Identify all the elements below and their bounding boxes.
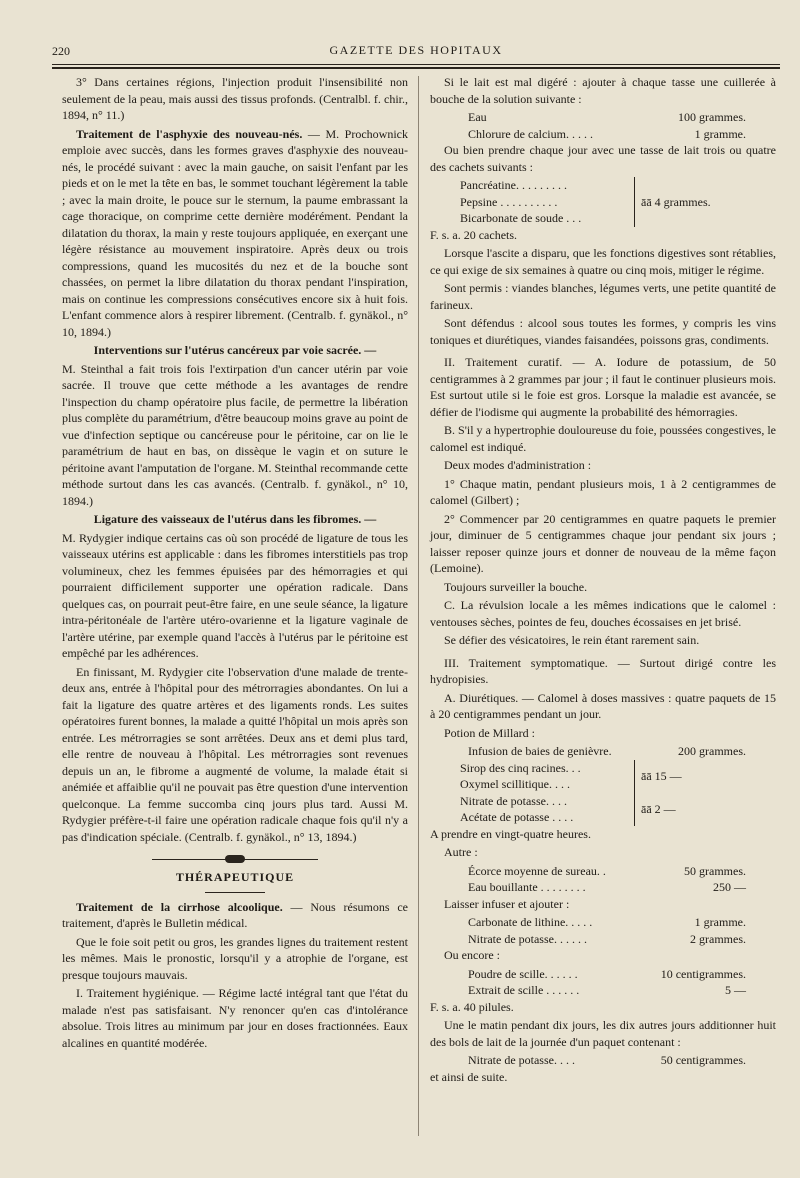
paragraph: Si le lait est mal digéré : ajouter à chaque tasse une cuillerée à bouche de la solution suivante : [430,75,776,106]
article-title: Traitement de la cirrhose alcoolique. [76,899,283,914]
prescription-line: Eau 100 grammes. [468,110,746,124]
paragraph: A prendre en vingt-quatre heures. [430,826,591,841]
paragraph: Potion de Millard : [444,725,535,740]
prescription-line: Extrait de scille . . . . . . 5 — [468,983,746,997]
paragraph: A. Diurétiques. — Calomel à doses massives : quatre paquets de 15 à 20 centigrammes pendant un jour. [430,690,776,721]
article-asphyxie [62,126,408,341]
prescription-group: Sirop des cinq racines. . . Oxymel scillitique. . . . āā 15 — [430,760,776,793]
paragraph: B. S'il y a hypertrophie douloureuse du foie, poussées congestives, le calomel est indiqué. [430,423,776,454]
prescription-group: Pancréatine. . . . . . . . . Pepsine . . . . . . . . . . Bicarbonate de soude . . . āā 4 grammes. [430,177,776,227]
paragraph: Autre : [444,845,478,859]
header-rule [52,64,780,65]
paragraph: I. Traitement hygiénique. — Régime lacté intégral tant que l'état du malade n'est pas satisfaisant. N'y renoncer qu'en cas d'intolérance absolue. Trois litres au minimum par jour en doses fractionnées. Eaux alcalines en quantité modérée. [62,986,408,1050]
article-body: — Nous résumons ce traitement, d'après le Bulletin médical. [62,899,409,930]
section-rule [205,892,265,893]
prescription-line: Nitrate de potasse. . . . 50 centigrammes. [468,1053,746,1067]
paragraph: III. Traitement symptomatique. — Surtout dirigé contre les hydropisies. [430,655,776,686]
prescription-line: Écorce moyenne de sureau. . 50 grammes. [468,863,746,878]
prescription-line: Eau bouillante . . . . . . . . 250 — [468,880,746,894]
article-title: Interventions sur l'utérus cancéreux par voie sacrée. — [93,343,377,357]
brace-quantity: āā 15 — [634,760,692,793]
prescription-line: Nitrate de potasse. . . . . . 2 grammes. [468,931,746,946]
paragraph: C. La révulsion locale a les mêmes indications que le calomel : ventouses sèches, pointes de feu, douches écossaises en jet brisé. [430,598,776,629]
header-rule-double [52,67,780,69]
paragraph: Ou encore : [444,948,500,962]
article-body: — M. Prochownick emploie avec succès, dans les formes graves d'asphyxie des nouveau-nés, le procédé suivant : avec la main gauche, on saisit l'enfant par les pieds et on le met la tête en bas, le sommet touchant légèrement la table ; avec la main droite, le pouce sur le sternum, la paume embrassant la cage thoracique, on comprime cette dernière modérément. Pendant la dilatation du thorax, la main y reste toujours appliquée, en exerçant une légère résistance au mouvement inspiratoire. Après deux ou trois compressions, quand les mucosités du nez et de la bouche sont chassées, on permet la libre dilatation du thorax pendant l'inspiration, mais on continue les compressions consécutives encore six à huit fois. L'enfant commence alors à respirer librement. (Centralb. f. gynäkol., n° 10, 1894.) [62,126,408,339]
paragraph: F. s. a. 40 pilules. [430,999,514,1014]
paragraph: Laisser infuser et ajouter : [444,896,570,911]
column-divider [418,76,419,1136]
paragraph: Ou bien prendre chaque jour avec une tasse de lait trois ou quatre des cachets suivants : [430,143,776,174]
brace-quantity: āā 4 grammes. [634,177,721,227]
paragraph: Toujours surveiller la bouche. [444,579,588,594]
left-column [62,74,408,1053]
article-cirrhose [62,899,408,932]
section-title: THÉRAPEUTIQUE [175,870,295,884]
paragraph: F. s. a. 20 cachets. [430,227,518,242]
page-number: 220 [52,44,70,58]
article-body: M. Steinthal a fait trois fois l'extirpation d'un cancer utérin par voie sacrée. Il trouve que cette méthode a les avantages de rendre l'inspection du champ opératoire plus facile, de permettre la libération plus complète du paramétrium, d'être beaucoup moins grave au point de vue d'infection septique ou cancéreuse pour le péritoine, car on lie le paramétrium de haut en bas, on dissèque le vagin et on suture le péritoine avant l'amputation de l'organe. M. Steinthal recommande cette méthode surtout dans les cas avancés. (Centralb. f. gynäkol., n° 10, 1894.) [62,361,408,508]
prescription-line: Carbonate de lithine. . . . . 1 gramme. [468,915,746,929]
brace-quantity: āā 2 — [634,793,686,826]
paragraph: Sont permis : viandes blanches, légumes verts, une petite quantité de farineux. [430,281,776,312]
paragraph: Se défier des vésicatoires, le rein étant rarement sain. [444,633,700,647]
paragraph: Que le foie soit petit ou gros, les grandes lignes du traitement restent les mêmes. Mais le pronostic, lorsqu'il y a atrophie de l'organe, est presque toujours mauvais. [62,934,408,982]
paragraph: Sont défendus : alcool sous toutes les formes, y compris les vins toniques et diurétiques, viandes faisandées, poissons gras, condiments. [430,316,776,347]
paragraph: Une le matin pendant dix jours, les dix autres jours additionner huit des bols de lait de la journée d'un paquet contenant : [430,1018,776,1049]
paragraph: 3° Dans certaines régions, l'injection produit l'insensibilité non seulement de la peau, mais aussi des tissus profonds. (Centralbl. f. chir., 1894, n° 11.) [62,75,408,122]
paragraph: Deux modes d'administration : [444,458,592,472]
paragraph: 1° Chaque matin, pendant plusieurs mois, 1 à 2 centigrammes de calomel (Gilbert) ; [430,476,776,507]
section-ornament [62,855,408,863]
prescription-line: Poudre de scille. . . . . . 10 centigrammes. [468,966,746,981]
article-body: M. Rydygier indique certains cas où son procédé de ligature de tous les vaisseaux utérins est applicable : dans les fibromes interstitiels pas trop volumineux, chez les femmes épuisées par des hémorragies et qui pourraient difficilement supporter une opération radicale. Dans quelques cas, on pourrait peut-être faire, en une seule séance, la ligature intra-péritonéale de l'artère utéro-ovarienne et la ligature vaginale de l'artère utérine, par exemple quand l'accès à l'utérus par le péritoine est empêché par les adhérences. [62,530,408,660]
paragraph: II. Traitement curatif. — A. Iodure de potassium, de 50 centigrammes à 2 grammes par jour ; il faut le continuer plusieurs mois. Est surtout utile si le foie est gros. Lorsque la maladie est avancée, se défier de l'iodisme qui augmente la probabilité des hémorragies. [430,355,776,419]
right-column [430,74,776,1087]
prescription-line: Chlorure de calcium. . . . . 1 gramme. [468,126,746,141]
page-header [52,40,780,64]
prescription-group: Nitrate de potasse. . . . Acétate de potasse . . . . āā 2 — [430,793,776,826]
article-title: Ligature des vaisseaux de l'utérus dans les fibromes. — [93,512,377,526]
paragraph: et ainsi de suite. [430,1069,508,1084]
paragraph: 2° Commencer par 20 centigrammes en quatre paquets le premier jour, diminuer de 5 centigrammes chaque jour pendant six jours ; laisser reposer quinze jours et donner de nouveau de la même façon (Lemoine). [430,511,776,575]
article-body: En finissant, M. Rydygier cite l'observation d'une malade de trente-deux ans, entrée à l'hôpital pour des métrorragies abondantes. On lui a fait la ligature des quatre artères et des ligaments ronds. Les suites opératoires furent bonnes, la malade a quitté l'hôpital un mois après son entrée. Les métrorragies se sont arrêtées. Deux ans et demi plus tard, elle rentre de nouveau à l'hôpital. Les métrorragies sont revenues depuis un an, le fibrome a augmenté de volume, la malade était si anémiée et affaiblie qu'il ne pouvait pas être question d'une intervention quelconque. La femme succomba cinq jours plus tard. Aussi M. Rydygier préfère-t-il faire une opération radicale chaque fois qu'il n'y a pas d'indication spéciale. (Centralb. f. gynäkol., n° 13, 1894.) [62,664,408,844]
journal-title: GAZETTE DES HOPITAUX [329,43,503,57]
article-title: Traitement de l'asphyxie des nouveau-nés. [76,126,303,141]
prescription-line: Infusion de baies de genièvre. 200 grammes. [468,744,746,758]
paragraph: Lorsque l'ascite a disparu, que les fonctions digestives sont rétablies, ce qui exige de six semaines à quatre ou cinq mois, mitiger le régime. [430,246,776,277]
